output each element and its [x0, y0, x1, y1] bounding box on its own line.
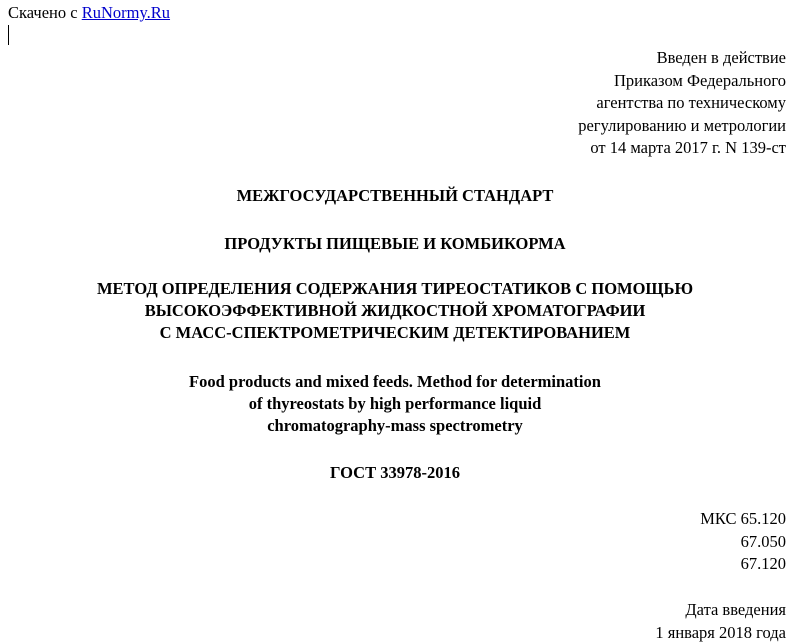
source-prefix: Скачено с [8, 3, 78, 22]
english-title-line: of thyreostats by high performance liquid [0, 393, 790, 415]
enactment-line: Введен в действие [578, 47, 786, 70]
runormy-link[interactable]: RuNormy.Ru [82, 3, 170, 22]
enactment-note [578, 47, 786, 160]
english-title-line: Food products and mixed feeds. Method for determination [0, 371, 790, 393]
standard-type-heading: МЕЖГОСУДАРСТВЕННЫЙ СТАНДАРТ [0, 185, 790, 207]
enactment-line: регулированию и метрологии [578, 115, 786, 138]
gost-number: ГОСТ 33978-2016 [0, 462, 790, 484]
method-title-line: МЕТОД ОПРЕДЕЛЕНИЯ СОДЕРЖАНИЯ ТИРЕОСТАТИКОВ С ПОМОЩЬЮ [0, 278, 790, 300]
mks-code: МКС 65.120 [700, 508, 786, 531]
enactment-line: от 14 марта 2017 г. N 139-ст [578, 137, 786, 160]
english-title-line: chromatography-mass spectrometry [0, 415, 790, 437]
enactment-line: Приказом Федерального [578, 70, 786, 93]
product-title-heading: ПРОДУКТЫ ПИЩЕВЫЕ И КОМБИКОРМА [0, 233, 790, 255]
english-title [0, 371, 790, 437]
method-title-heading [0, 278, 790, 344]
introduction-line: Дата введения [655, 599, 786, 622]
mks-codes [700, 508, 786, 576]
introduction-line: 1 января 2018 года [655, 622, 786, 644]
mks-code: 67.050 [700, 531, 786, 554]
method-title-line: С МАСС-СПЕКТРОМЕТРИЧЕСКИМ ДЕТЕКТИРОВАНИЕМ [0, 322, 790, 344]
introduction-date [655, 599, 786, 644]
text-cursor [8, 25, 9, 45]
method-title-line: ВЫСОКОЭФФЕКТИВНОЙ ЖИДКОСТНОЙ ХРОМАТОГРАФИИ [0, 300, 790, 322]
enactment-line: агентства по техническому [578, 92, 786, 115]
mks-code: 67.120 [700, 553, 786, 576]
source-line [8, 3, 170, 23]
